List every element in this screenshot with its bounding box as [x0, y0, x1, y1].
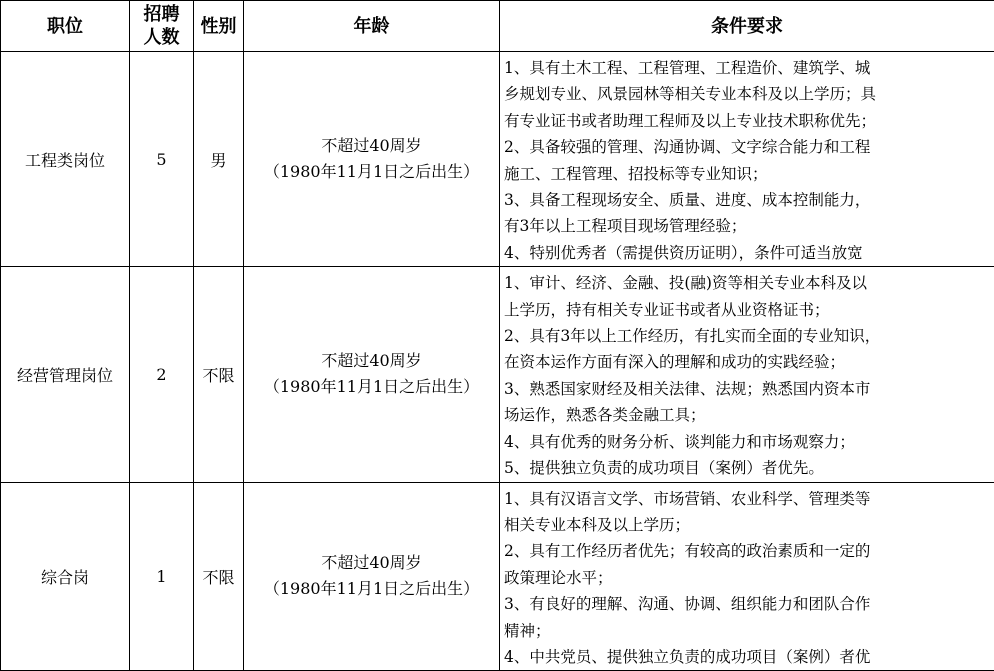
age-limit: 不超过40周岁 — [244, 133, 499, 159]
requirement-line: 乡规划专业、风景园林等相关专业本科及以上学历；具 — [504, 81, 990, 107]
count-cell: 1 — [130, 482, 194, 671]
position-cell: 经营管理岗位 — [1, 267, 130, 482]
age-birthdate: （1980年11月1日之后出生） — [244, 159, 499, 185]
age-birthdate: （1980年11月1日之后出生） — [244, 374, 499, 400]
header-gender: 性别 — [194, 1, 244, 52]
gender-cell: 不限 — [194, 482, 244, 671]
position-cell: 综合岗 — [1, 482, 130, 671]
requirement-line: 2、具有3年以上工作经历，有扎实而全面的专业知识， — [504, 323, 990, 349]
header-row — [1, 1, 994, 52]
requirement-line: 有3年以上工程项目现场管理经验； — [504, 213, 990, 239]
requirement-line: 2、具有工作经历者优先；有较高的政治素质和一定的 — [504, 538, 990, 564]
requirement-line: 政策理论水平； — [504, 565, 990, 591]
requirement-line: 4、特别优秀者（需提供资历证明），条件可适当放宽 — [504, 240, 990, 266]
requirement-line: 上学历，持有相关专业证书或者从业资格证书； — [504, 297, 990, 323]
requirement-line: 5、提供独立负责的成功项目（案例）者优先。 — [504, 455, 990, 481]
requirement-line: 4、具有优秀的财务分析、谈判能力和市场观察力； — [504, 429, 990, 455]
count-cell: 2 — [130, 267, 194, 482]
table-row — [1, 52, 994, 267]
requirements-cell — [500, 52, 994, 267]
requirement-line: 4、中共党员、提供独立负责的成功项目（案例）者优 — [504, 644, 990, 670]
table-row — [1, 482, 994, 671]
requirement-line: 1、具有汉语言文学、市场营销、农业科学、管理类等 — [504, 486, 990, 512]
table-row — [1, 267, 994, 482]
requirement-line: 1、审计、经济、金融、投(融)资等相关专业本科及以 — [504, 270, 990, 296]
header-age: 年龄 — [244, 1, 500, 52]
requirement-line: 施工、工程管理、招投标等专业知识； — [504, 161, 990, 187]
requirement-line: 3、具备工程现场安全、质量、进度、成本控制能力， — [504, 187, 990, 213]
age-birthdate: （1980年11月1日之后出生） — [244, 576, 499, 602]
requirement-line: 2、具备较强的管理、沟通协调、文字综合能力和工程 — [504, 134, 990, 160]
position-cell: 工程类岗位 — [1, 52, 130, 267]
requirement-line: 场运作，熟悉各类金融工具； — [504, 402, 990, 428]
age-cell — [244, 482, 500, 671]
gender-cell: 男 — [194, 52, 244, 267]
header-requirements: 条件要求 — [500, 1, 994, 52]
header-count — [130, 1, 194, 52]
age-limit: 不超过40周岁 — [244, 550, 499, 576]
header-position: 职位 — [1, 1, 130, 52]
requirements-cell — [500, 482, 994, 671]
requirement-line: 精神； — [504, 618, 990, 644]
requirement-line: 3、熟悉国家财经及相关法律、法规；熟悉国内资本市 — [504, 376, 990, 402]
header-count-line1: 招聘 — [144, 4, 180, 25]
age-cell — [244, 52, 500, 267]
gender-cell: 不限 — [194, 267, 244, 482]
age-cell — [244, 267, 500, 482]
count-cell: 5 — [130, 52, 194, 267]
requirement-line: 1、具有土木工程、工程管理、工程造价、建筑学、城 — [504, 55, 990, 81]
requirement-line: 3、有良好的理解、沟通、协调、组织能力和团队合作 — [504, 591, 990, 617]
age-limit: 不超过40周岁 — [244, 348, 499, 374]
header-count-line2: 人数 — [144, 27, 180, 48]
requirements-cell — [500, 267, 994, 482]
requirement-line: 在资本运作方面有深入的理解和成功的实践经验； — [504, 349, 990, 375]
requirement-line: 相关专业本科及以上学历； — [504, 512, 990, 538]
requirement-line: 有专业证书或者助理工程师及以上专业技术职称优先； — [504, 108, 990, 134]
